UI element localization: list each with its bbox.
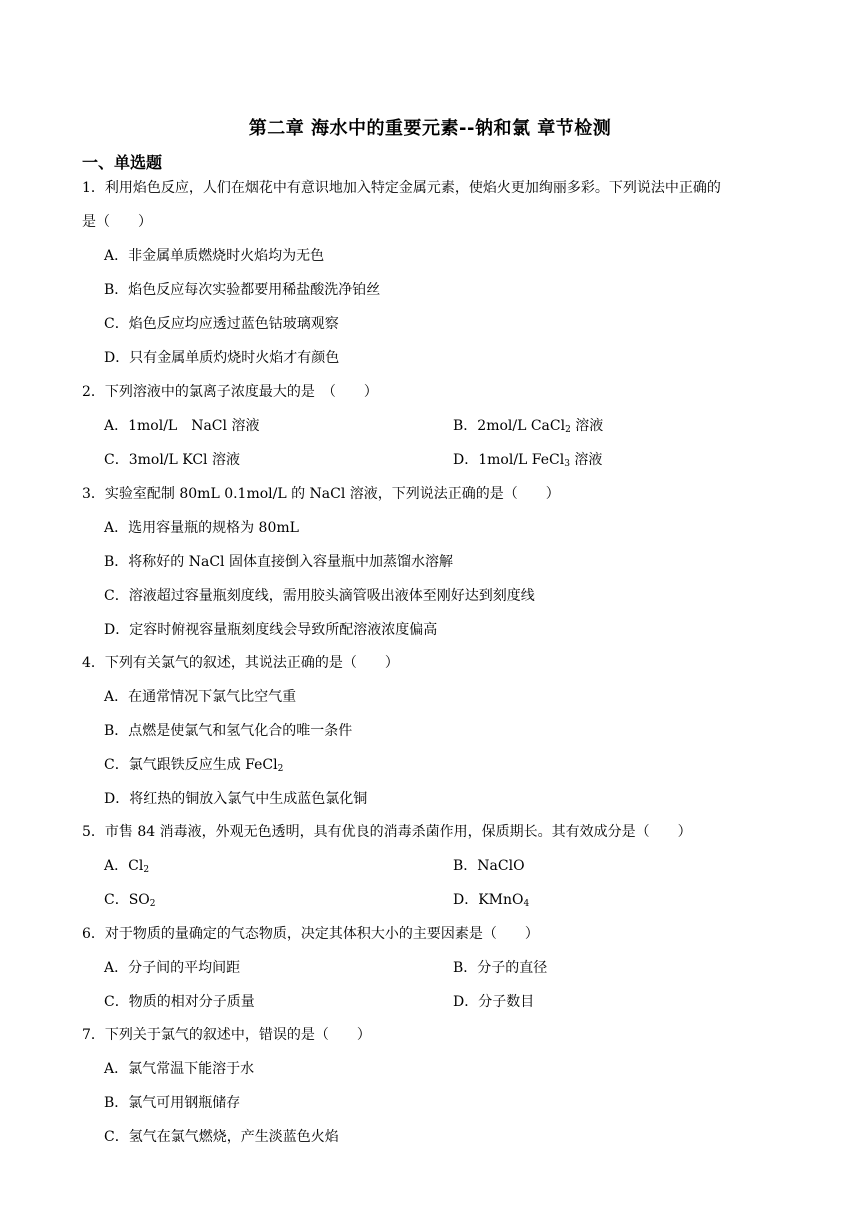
q2-option-d (453, 450, 602, 470)
q5-option-b: B．NaClO (453, 858, 525, 874)
q6-option-b: B．分子的直径 (453, 960, 548, 976)
q4-option-c-subscript: 2 (277, 764, 284, 774)
q3-option-d: D．定容时俯视容量瓶刻度线会导致所配溶液浓度偏高 (104, 622, 438, 638)
q3-option-a: A．选用容量瓶的规格为 80mL (104, 520, 299, 536)
q5-option-a-text: A．Cl (104, 858, 144, 874)
q2-option-d-suffix: 溶液 (569, 452, 603, 468)
q2-option-b-subscript: 2 (565, 425, 571, 435)
q1-option-d: D．只有金属单质灼烧时火焰才有颜色 (104, 350, 340, 366)
q5-option-d-subscript: 4 (523, 899, 530, 909)
q2-option-d-subscript: 3 (564, 459, 570, 469)
q5-option-d-text: D．KMnO (453, 892, 524, 908)
q1-stem-line1: 1．利用焰色反应，人们在烟花中有意识地加入特定金属元素，使焰火更加绚丽多彩。下列说法中正确的 (82, 180, 721, 196)
q6-option-a: A．分子间的平均间距 (104, 960, 241, 976)
q1-option-c: C．焰色反应均应透过蓝色钴玻璃观察 (104, 316, 339, 332)
q4-option-d: D．将红热的铜放入氯气中生成蓝色氯化铜 (104, 791, 368, 807)
q5-option-c-subscript: 2 (149, 899, 156, 909)
q4-option-b: B．点燃是使氯气和氢气化合的唯一条件 (104, 723, 353, 739)
q2-option-b-text: B．2mol/L CaCl (453, 418, 566, 434)
q5-option-c-text: C．SO (104, 892, 150, 908)
q2-option-c: C．3mol/L KCl 溶液 (104, 452, 240, 468)
q5-option-a-subscript: 2 (143, 865, 150, 875)
q3-option-b: B．将称好的 NaCl 固体直接倒入容量瓶中加蒸馏水溶解 (104, 554, 453, 570)
q2-option-b-suffix: 溶液 (570, 418, 604, 434)
q2-stem: 2．下列溶液中的氯离子浓度最大的是 （ ） (82, 384, 378, 400)
q4-option-c-text: C．氯气跟铁反应生成 FeCl (104, 757, 278, 773)
page-title: 第二章 海水中的重要元素--钠和氯 章节检测 (248, 118, 612, 139)
q7-option-a: A．氯气常温下能溶于水 (104, 1061, 255, 1077)
q5-option-a (104, 856, 149, 876)
q3-option-c: C．溶液超过容量瓶刻度线，需用胶头滴管吸出液体至刚好达到刻度线 (104, 588, 535, 604)
q7-option-b: B．氯气可用钢瓶储存 (104, 1095, 241, 1111)
section-heading: 一、单选题 (82, 153, 163, 172)
q4-option-c (104, 755, 283, 775)
q1-stem-line2: 是（ ） (82, 214, 152, 230)
q2-option-b (453, 416, 603, 436)
q7-stem: 7．下列关于氯气的叙述中，错误的是（ ） (82, 1027, 371, 1043)
q5-stem: 5．市售 84 消毒液，外观无色透明，具有优良的消毒杀菌作用，保质期长。其有效成分是（ ） (82, 824, 692, 840)
q3-stem: 3．实验室配制 80mL 0.1mol/L 的 NaCl 溶液，下列说法正确的是（ ） (82, 486, 560, 502)
q6-stem: 6．对于物质的量确定的气态物质，决定其体积大小的主要因素是（ ） (82, 926, 539, 942)
q6-option-c: C．物质的相对分子质量 (104, 994, 255, 1010)
q5-option-c (104, 890, 156, 910)
q1-option-a: A．非金属单质燃烧时火焰均为无色 (104, 248, 325, 264)
q2-option-d-text: D．1mol/L FeCl (453, 452, 565, 468)
q4-option-a: A．在通常情况下氯气比空气重 (104, 689, 297, 705)
q2-option-a: A．1mol/L NaCl 溶液 (104, 418, 260, 434)
q7-option-c: C．氢气在氯气燃烧，产生淡蓝色火焰 (104, 1129, 339, 1145)
q6-option-d: D．分子数目 (453, 994, 535, 1010)
q1-option-b: B．焰色反应每次实验都要用稀盐酸洗净铂丝 (104, 282, 381, 298)
q5-option-d (453, 890, 529, 910)
q4-stem: 4．下列有关氯气的叙述，其说法正确的是（ ） (82, 655, 399, 671)
